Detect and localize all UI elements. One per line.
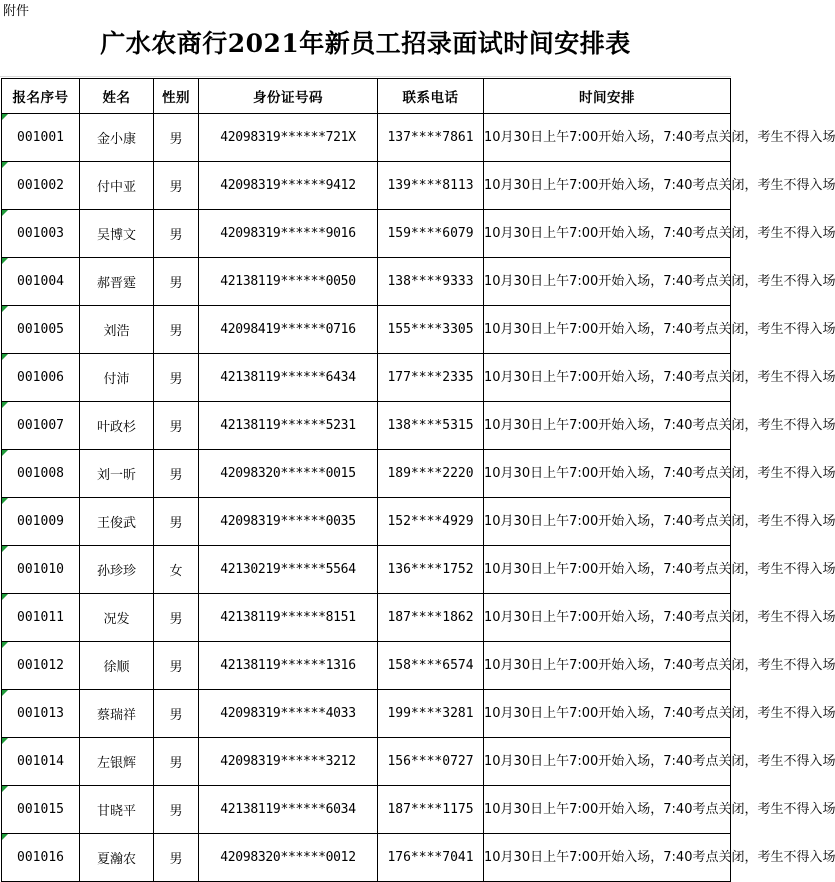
cell-id-number[interactable]: 42130219******5564 — [199, 546, 378, 594]
cell-schedule[interactable]: 10月30日上午7:00开始入场，7:40考点关闭，考生不得入场 — [484, 834, 731, 882]
column-header-schedule[interactable]: 时间安排 — [484, 79, 731, 114]
cell-gender[interactable]: 女 — [154, 546, 199, 594]
cell-name[interactable]: 叶政杉 — [80, 402, 154, 450]
table-row — [2, 546, 731, 594]
cell-schedule[interactable]: 10月30日上午7:00开始入场，7:40考点关闭，考生不得入场 — [484, 786, 731, 834]
cell-seq[interactable]: 001001 — [2, 114, 80, 162]
table-row — [2, 690, 731, 738]
cell-id-number[interactable]: 42138119******5231 — [199, 402, 378, 450]
cell-seq[interactable]: 001016 — [2, 834, 80, 882]
cell-name[interactable]: 左银辉 — [80, 738, 154, 786]
cell-phone[interactable]: 189****2220 — [378, 450, 484, 498]
cell-schedule[interactable]: 10月30日上午7:00开始入场，7:40考点关闭，考生不得入场 — [484, 162, 731, 210]
cell-gender[interactable]: 男 — [154, 642, 199, 690]
cell-gender[interactable]: 男 — [154, 306, 199, 354]
cell-schedule[interactable]: 10月30日上午7:00开始入场，7:40考点关闭，考生不得入场 — [484, 306, 731, 354]
cell-seq[interactable]: 001014 — [2, 738, 80, 786]
cell-name[interactable]: 郝晋霆 — [80, 258, 154, 306]
cell-schedule[interactable]: 10月30日上午7:00开始入场，7:40考点关闭，考生不得入场 — [484, 210, 731, 258]
cell-gender[interactable]: 男 — [154, 210, 199, 258]
table-row — [2, 450, 731, 498]
cell-schedule[interactable]: 10月30日上午7:00开始入场，7:40考点关闭，考生不得入场 — [484, 402, 731, 450]
cell-phone[interactable]: 199****3281 — [378, 690, 484, 738]
cell-name[interactable]: 金小康 — [80, 114, 154, 162]
cell-id-number[interactable]: 42098320******0012 — [199, 834, 378, 882]
cell-id-number[interactable]: 42098319******3212 — [199, 738, 378, 786]
cell-id-number[interactable]: 42098320******0015 — [199, 450, 378, 498]
cell-gender[interactable]: 男 — [154, 594, 199, 642]
cell-schedule[interactable]: 10月30日上午7:00开始入场，7:40考点关闭，考生不得入场 — [484, 498, 731, 546]
cell-schedule[interactable]: 10月30日上午7:00开始入场，7:40考点关闭，考生不得入场 — [484, 690, 731, 738]
cell-name[interactable]: 王俊武 — [80, 498, 154, 546]
cell-phone[interactable]: 177****2335 — [378, 354, 484, 402]
cell-id-number[interactable]: 42098319******721X — [199, 114, 378, 162]
cell-gender[interactable]: 男 — [154, 834, 199, 882]
cell-phone[interactable]: 159****6079 — [378, 210, 484, 258]
column-header-name[interactable]: 姓名 — [80, 79, 154, 114]
cell-name[interactable]: 甘晓平 — [80, 786, 154, 834]
table-row — [2, 114, 731, 162]
cell-name[interactable]: 孙珍珍 — [80, 546, 154, 594]
cell-name[interactable]: 况发 — [80, 594, 154, 642]
cell-gender[interactable]: 男 — [154, 402, 199, 450]
cell-id-number[interactable]: 42138119******6034 — [199, 786, 378, 834]
cell-seq[interactable]: 001007 — [2, 402, 80, 450]
table-row — [2, 642, 731, 690]
cell-seq[interactable]: 001005 — [2, 306, 80, 354]
table-row — [2, 306, 731, 354]
cell-gender[interactable]: 男 — [154, 690, 199, 738]
cell-phone[interactable]: 138****5315 — [378, 402, 484, 450]
cell-name[interactable]: 夏瀚农 — [80, 834, 154, 882]
cell-name[interactable]: 徐顺 — [80, 642, 154, 690]
cell-name[interactable]: 付中亚 — [80, 162, 154, 210]
attachment-label: 附件 — [3, 4, 30, 19]
column-header-seq[interactable]: 报名序号 — [2, 79, 80, 114]
column-header-gender[interactable]: 性别 — [154, 79, 199, 114]
table-body — [2, 114, 835, 882]
cell-seq[interactable]: 001011 — [2, 594, 80, 642]
table-row — [2, 834, 731, 882]
cell-phone[interactable]: 187****1175 — [378, 786, 484, 834]
cell-schedule[interactable]: 10月30日上午7:00开始入场，7:40考点关闭，考生不得入场 — [484, 114, 731, 162]
cell-seq[interactable]: 001004 — [2, 258, 80, 306]
cell-gender[interactable]: 男 — [154, 498, 199, 546]
cell-seq[interactable]: 001012 — [2, 642, 80, 690]
cell-name[interactable]: 蔡瑞祥 — [80, 690, 154, 738]
table-row — [2, 402, 731, 450]
cell-schedule[interactable]: 10月30日上午7:00开始入场，7:40考点关闭，考生不得入场 — [484, 258, 731, 306]
table-row — [2, 594, 731, 642]
cell-id-number[interactable]: 42098319******0035 — [199, 498, 378, 546]
cell-gender[interactable]: 男 — [154, 450, 199, 498]
column-header-phone[interactable]: 联系电话 — [378, 79, 484, 114]
cell-id-number[interactable]: 42138119******6434 — [199, 354, 378, 402]
cell-phone[interactable]: 137****7861 — [378, 114, 484, 162]
table-row — [2, 498, 731, 546]
table-row — [2, 210, 731, 258]
cell-id-number[interactable]: 42098319******9412 — [199, 162, 378, 210]
cell-phone[interactable]: 158****6574 — [378, 642, 484, 690]
page-title: 广水农商行2021年新员工招录面试时间安排表 — [100, 29, 631, 58]
cell-phone[interactable]: 139****8113 — [378, 162, 484, 210]
cell-seq[interactable]: 001002 — [2, 162, 80, 210]
table-row — [2, 162, 731, 210]
cell-seq[interactable]: 001009 — [2, 498, 80, 546]
cell-phone[interactable]: 155****3305 — [378, 306, 484, 354]
cell-phone[interactable]: 136****1752 — [378, 546, 484, 594]
cell-gender[interactable]: 男 — [154, 114, 199, 162]
cell-schedule[interactable]: 10月30日上午7:00开始入场，7:40考点关闭，考生不得入场 — [484, 738, 731, 786]
cell-phone[interactable]: 156****0727 — [378, 738, 484, 786]
cell-phone[interactable]: 176****7041 — [378, 834, 484, 882]
cell-seq[interactable]: 001006 — [2, 354, 80, 402]
cell-schedule[interactable]: 10月30日上午7:00开始入场，7:40考点关闭，考生不得入场 — [484, 642, 731, 690]
cell-name[interactable]: 付沛 — [80, 354, 154, 402]
cell-name[interactable]: 刘一昕 — [80, 450, 154, 498]
cell-schedule[interactable]: 10月30日上午7:00开始入场，7:40考点关闭，考生不得入场 — [484, 354, 731, 402]
cell-seq[interactable]: 001010 — [2, 546, 80, 594]
cell-id-number[interactable]: 42098319******4033 — [199, 690, 378, 738]
cell-phone[interactable]: 152****4929 — [378, 498, 484, 546]
cell-phone[interactable]: 138****9333 — [378, 258, 484, 306]
table-row — [2, 354, 731, 402]
cell-gender[interactable]: 男 — [154, 162, 199, 210]
table-row — [2, 786, 731, 834]
cell-seq[interactable]: 001015 — [2, 786, 80, 834]
cell-schedule[interactable]: 10月30日上午7:00开始入场，7:40考点关闭，考生不得入场 — [484, 546, 731, 594]
cell-id-number[interactable]: 42098319******9016 — [199, 210, 378, 258]
interview-schedule-table — [1, 78, 835, 882]
cell-seq[interactable]: 001003 — [2, 210, 80, 258]
cell-id-number[interactable]: 42138119******8151 — [199, 594, 378, 642]
table-header-row — [2, 79, 731, 114]
cell-seq[interactable]: 001013 — [2, 690, 80, 738]
cell-id-number[interactable]: 42138119******0050 — [199, 258, 378, 306]
cell-name[interactable]: 吴博文 — [80, 210, 154, 258]
cell-gender[interactable]: 男 — [154, 786, 199, 834]
cell-name[interactable]: 刘浩 — [80, 306, 154, 354]
cell-id-number[interactable]: 42098419******0716 — [199, 306, 378, 354]
cell-schedule[interactable]: 10月30日上午7:00开始入场，7:40考点关闭，考生不得入场 — [484, 594, 731, 642]
cell-phone[interactable]: 187****1862 — [378, 594, 484, 642]
cell-schedule[interactable]: 10月30日上午7:00开始入场，7:40考点关闭，考生不得入场 — [484, 450, 731, 498]
table-row — [2, 258, 731, 306]
table-row — [2, 738, 731, 786]
cell-id-number[interactable]: 42138119******1316 — [199, 642, 378, 690]
cell-seq[interactable]: 001008 — [2, 450, 80, 498]
cell-gender[interactable]: 男 — [154, 354, 199, 402]
column-header-id-number[interactable]: 身份证号码 — [199, 79, 378, 114]
cell-gender[interactable]: 男 — [154, 258, 199, 306]
cell-gender[interactable]: 男 — [154, 738, 199, 786]
